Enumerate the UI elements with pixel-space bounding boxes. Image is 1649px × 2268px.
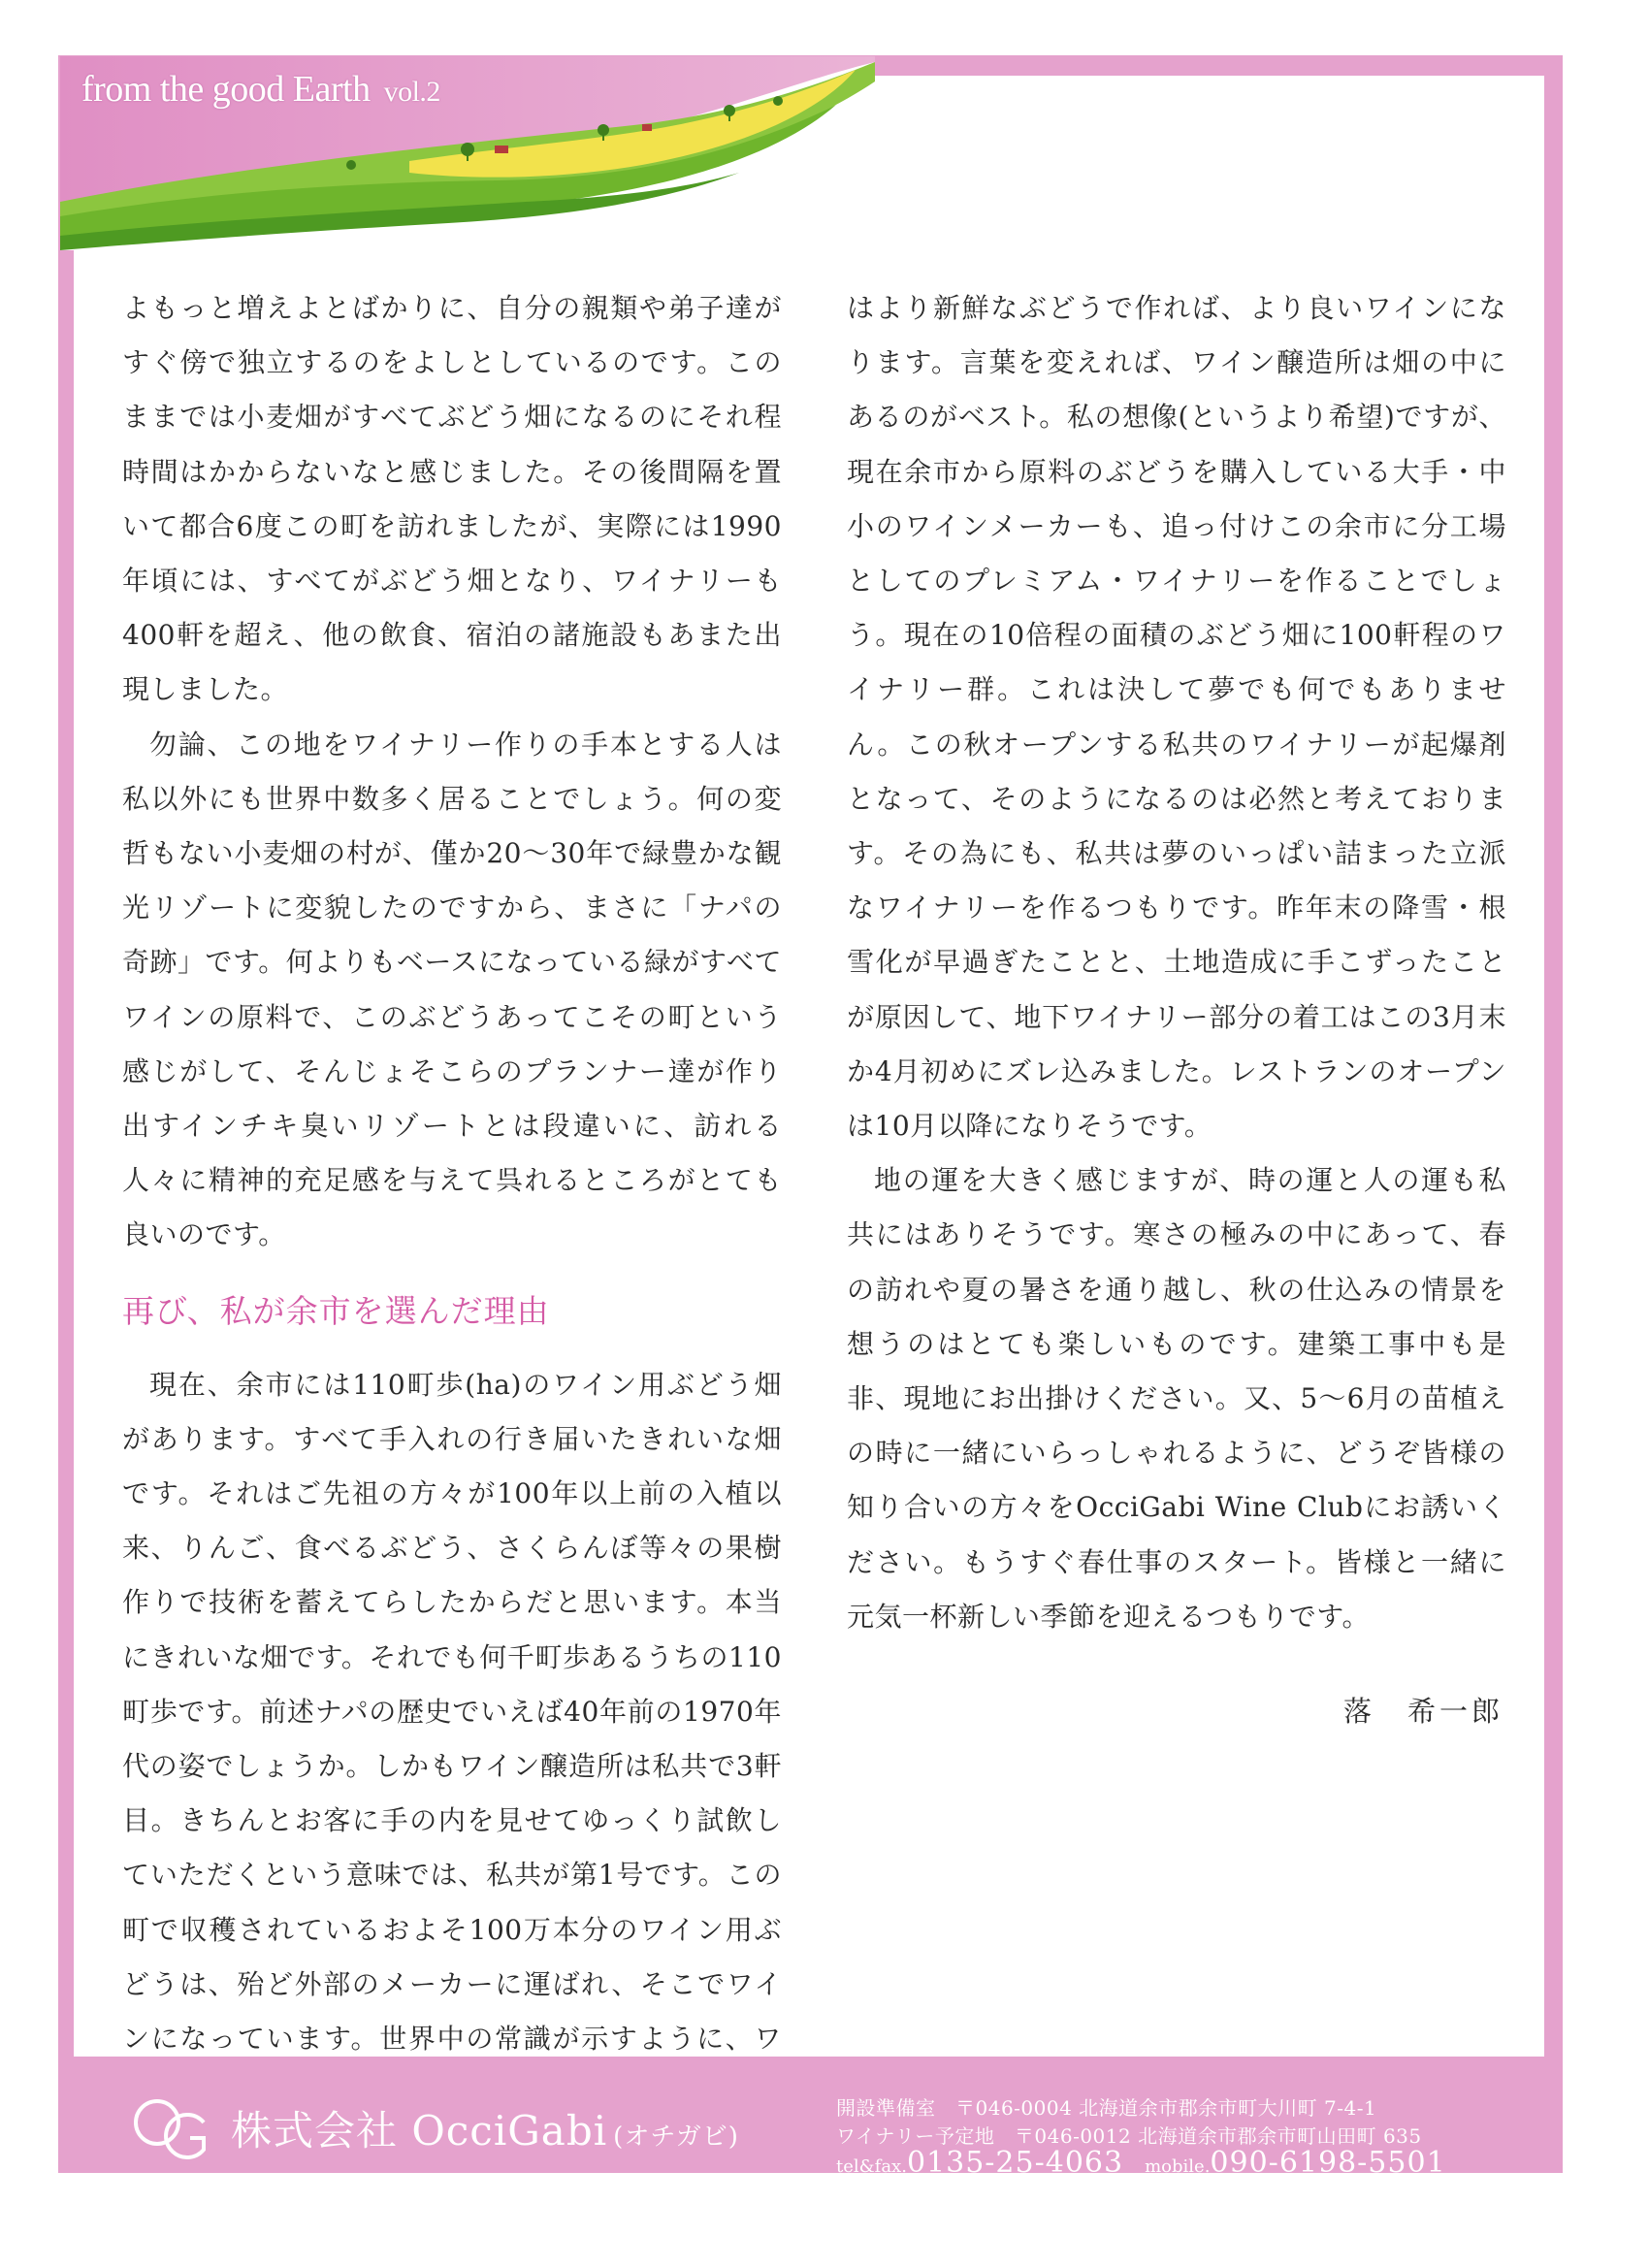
series-title	[81, 68, 440, 111]
author-name: 落 希一郎	[1343, 1695, 1504, 1728]
paragraph: 現在、余市には110町歩(ha)のワイン用ぶどう畑があります。すべて手入れの行き届いたきれいな畑です。それはご先祖の方々が100年以上前の入植以来、りんご、食べるぶどう、さくらんぼ等々の果樹作りで技術を蓄えてらしたからだと思います。本当にきれいな畑です。それでも何千町歩あるうちの110町歩です。前述ナパの歴史でいえば40年前の1970年代の姿でしょうか。しかもワイン醸造所は私共で3軒目。きちんとお客に手の内を見せてゆっくり試飲していただくという意味では、私共が第1号です。この町で収穫されているおよそ100万本分のワイン用ぶどうは、殆ど外部のメーカーに運ばれ、そこでワインになっています。世界中の常識が示すように、ワ	[122, 1368, 782, 2056]
address-winery: ワイナリー予定地 〒046-0012 北海道余市郡余市町山田町 635	[836, 2124, 1422, 2148]
address-office: 開設準備室 〒046-0004 北海道余市郡余市町大川町 7-4-1	[836, 2096, 1377, 2120]
right-column	[847, 281, 1506, 1644]
tel-label: tel&fax.	[836, 2156, 907, 2177]
volume-label: vol.2	[383, 76, 440, 108]
left-column	[122, 281, 782, 2122]
occigabi-logo-icon	[128, 2093, 213, 2165]
series-title-text: from the good Earth	[81, 69, 371, 110]
paragraph: はより新鮮なぶどうで作れば、より良いワインになります。言葉を変えれば、ワイン醸造所は畑の中にあるのがベスト。私の想像(というより希望)ですが、現在余市から原料のぶどうを購入している大手・中小のワインメーカーも、追っ付けこの余市に分工場としてのプレミアム・ワイナリーを作ることでしょう。現在の10倍程の面積のぶどう畑に100軒程のワイナリー群。これは決して夢でも何でもありません。この秋オープンする私共のワイナリーが起爆剤となって、そのようになるのは必然と考えております。その為にも、私共は夢のいっぱい詰まった立派なワイナリーを作るつもりです。昨年末の降雪・根雪化が早過ぎたことと、土地造成に手こずったことが原因して、地下ワイナリー部分の着工はこの3月末か4月初めにズレ込みました。レストランのオープンは10月以降になりそうです。	[847, 292, 1506, 1143]
company-name-text: 株式会社 OcciGabi	[231, 2107, 608, 2155]
section-heading: 再び、私が余市を選んだ理由	[122, 1291, 550, 1330]
paragraph: よもっと増えよとばかりに、自分の親類や弟子達がすぐ傍で独立するのをよしとしているのです。このままでは小麦畑がすべてぶどう畑になるのにそれ程時間はかからないなと感じました。その後間隔を置いて都合6度この町を訪れましたが、実際には1990年頃には、すべてがぶどう畑となり、ワイナリーも400軒を超え、他の飲食、宿泊の諸施設もあまた出現しました。	[122, 292, 782, 706]
tel-number: 0135-25-4063	[906, 2146, 1124, 2180]
mobile-label: mobile.	[1145, 2156, 1211, 2177]
paragraph: 地の運を大きく感じますが、時の運と人の運も私共にはありそうです。寒さの極みの中にあって、春の訪れや夏の暑さを通り越し、秋の仕込みの情景を想うのはとても楽しいものです。建築工事中も是非、現地にお出掛けください。又、5〜6月の苗植えの時に一緒にいらっしゃれるように、どうぞ皆様の知り合いの方々をOcciGabi Wine Clubにお誘いください。もうすぐ春仕事のスタート。皆様と一緒に元気一杯新しい季節を迎えるつもりです。	[847, 1164, 1506, 1633]
company-name	[231, 2099, 739, 2157]
company-kana: (オチガビ)	[613, 2122, 739, 2152]
mobile-number: 090-6198-5501	[1210, 2146, 1446, 2180]
paragraph: 勿論、この地をワイナリー作りの手本とする人は私以外にも世界中数多く居ることでしょう。何の変哲もない小麦畑の村が、僅か20〜30年で緑豊かな観光リゾートに変貌したのですから、まさに「ナパの奇跡」です。何よりもベースになっている緑がすべてワインの原料で、このぶどうあってこその町という感じがして、そんじょそこらのプランナー達が作り出すインチキ臭いリゾートとは段違いに、訪れる人々に精神的充足感を与えて呉れるところがとても良いのです。	[122, 728, 782, 1251]
contact-line	[836, 2146, 1446, 2180]
